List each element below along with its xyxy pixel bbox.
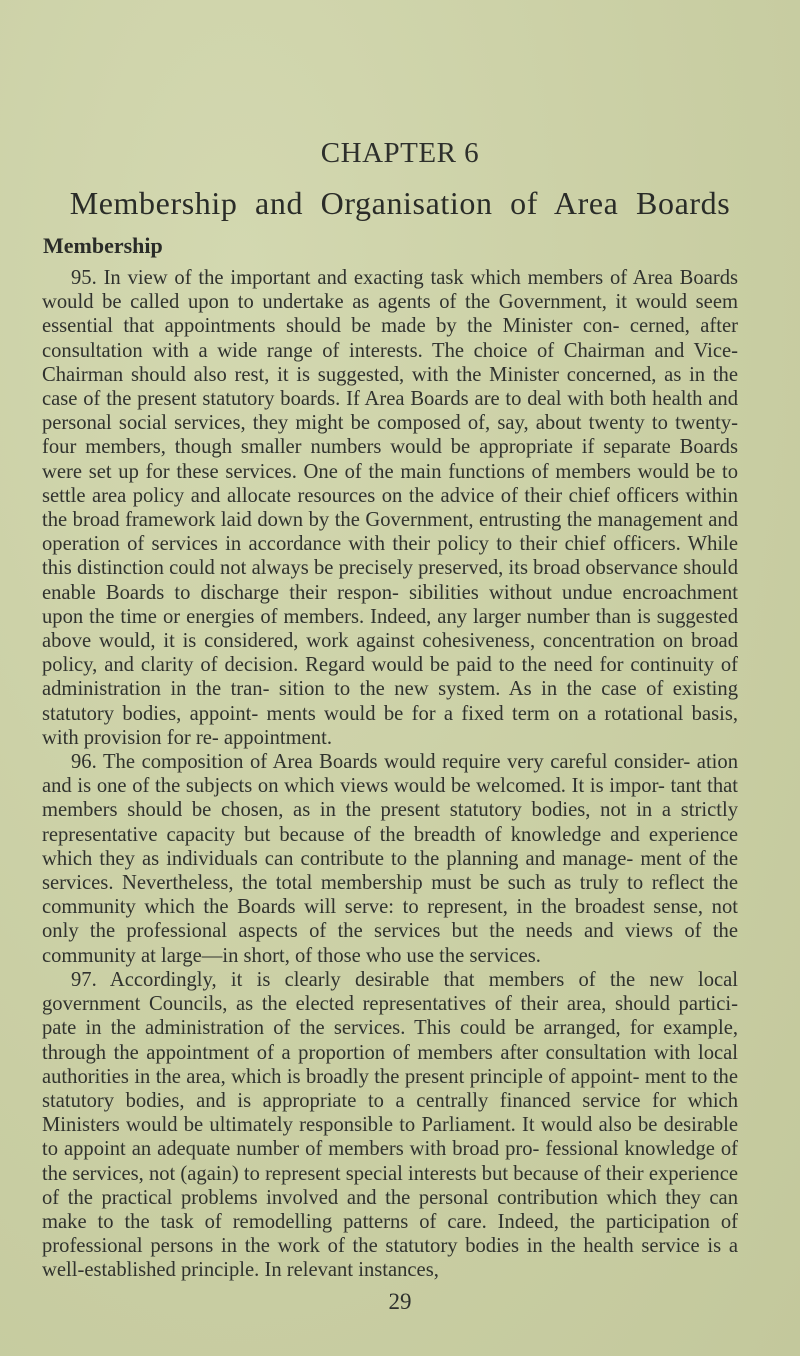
paragraph-95: 95. In view of the important and exacting task which members of Area Boards would be called upon to undertake as agents of the Government, it would seem essential that appointments should be made by the Minister con- cerned, after consultation with a wide range of interests. The choice of Chairman and Vice-Chairman should also rest, it is suggested, with the Minister concerned, as in the case of the present statutory boards. If Area Boards are to deal with both health and personal social services, they might be composed of, say, about twenty to twenty-four members, though smaller numbers would be appropriate if separate Boards were set up for these services. One of the main functions of members would be to settle area policy and allocate resources on the advice of their chief officers within the broad framework laid down by the Government, entrusting the management and operation of services in accordance with their policy to their chief officers. While this distinction could not always be precisely preserved, its broad observance should enable Boards to discharge their respon- sibilities without undue encroachment upon the time or energies of members. Indeed, any larger number than is suggested above would, it is considered, work against cohesiveness, concentration on broad policy, and clarity of decision. Regard would be paid to the need for continuity of administration in the tran- sition to the new system. As in the case of existing statutory bodies, appoint- ments would be for a fixed term on a rotational basis, with provision for re- appointment. (42, 267, 738, 749)
chapter-heading: CHAPTER 6 (320, 137, 480, 169)
page-number: 29 (388, 1289, 412, 1314)
section-heading: Membership (43, 233, 163, 258)
chapter-title: Membership and Organisation of Area Boards (69, 185, 731, 221)
paragraph-97: 97. Accordingly, it is clearly desirable that members of the new local government Councils, as the elected representatives of their area, should partici- pate in the administration of the services. This could be arranged, for example, through the appointment of a proportion of members after consultation with local authorities in the area, which is broadly the present principle of appoint- ment to the statutory bodies, and is appropriate to a centrally financed service for which Ministers would be ultimately responsible to Parliament. It would also be desirable to appoint an adequate number of members with broad pro- fessional knowledge of the services, not (again) to represent special interests but because of their experience of the practical problems involved and the personal contribution which they can make to the task of remodelling patterns of care. Indeed, the participation of professional persons in the work of the statutory bodies in the health service is a well-established principle. In relevant instances, (42, 968, 738, 1282)
paragraph-96: 96. The composition of Area Boards would require very careful consider- ation and is one of the subjects on which views would be welcomed. It is impor- tant that members should be chosen, as in the present statutory bodies, not in a strictly representative capacity but because of the breadth of knowledge and experience which they as individuals can contribute to the planning and manage- ment of the services. Nevertheless, the total membership must be such as truly to reflect the community which the Boards will serve: to represent, in the broadest sense, not only the professional aspects of the services but the needs and views of the community at large—in short, of those who use the services. (42, 751, 738, 967)
body-text (42, 266, 738, 1283)
